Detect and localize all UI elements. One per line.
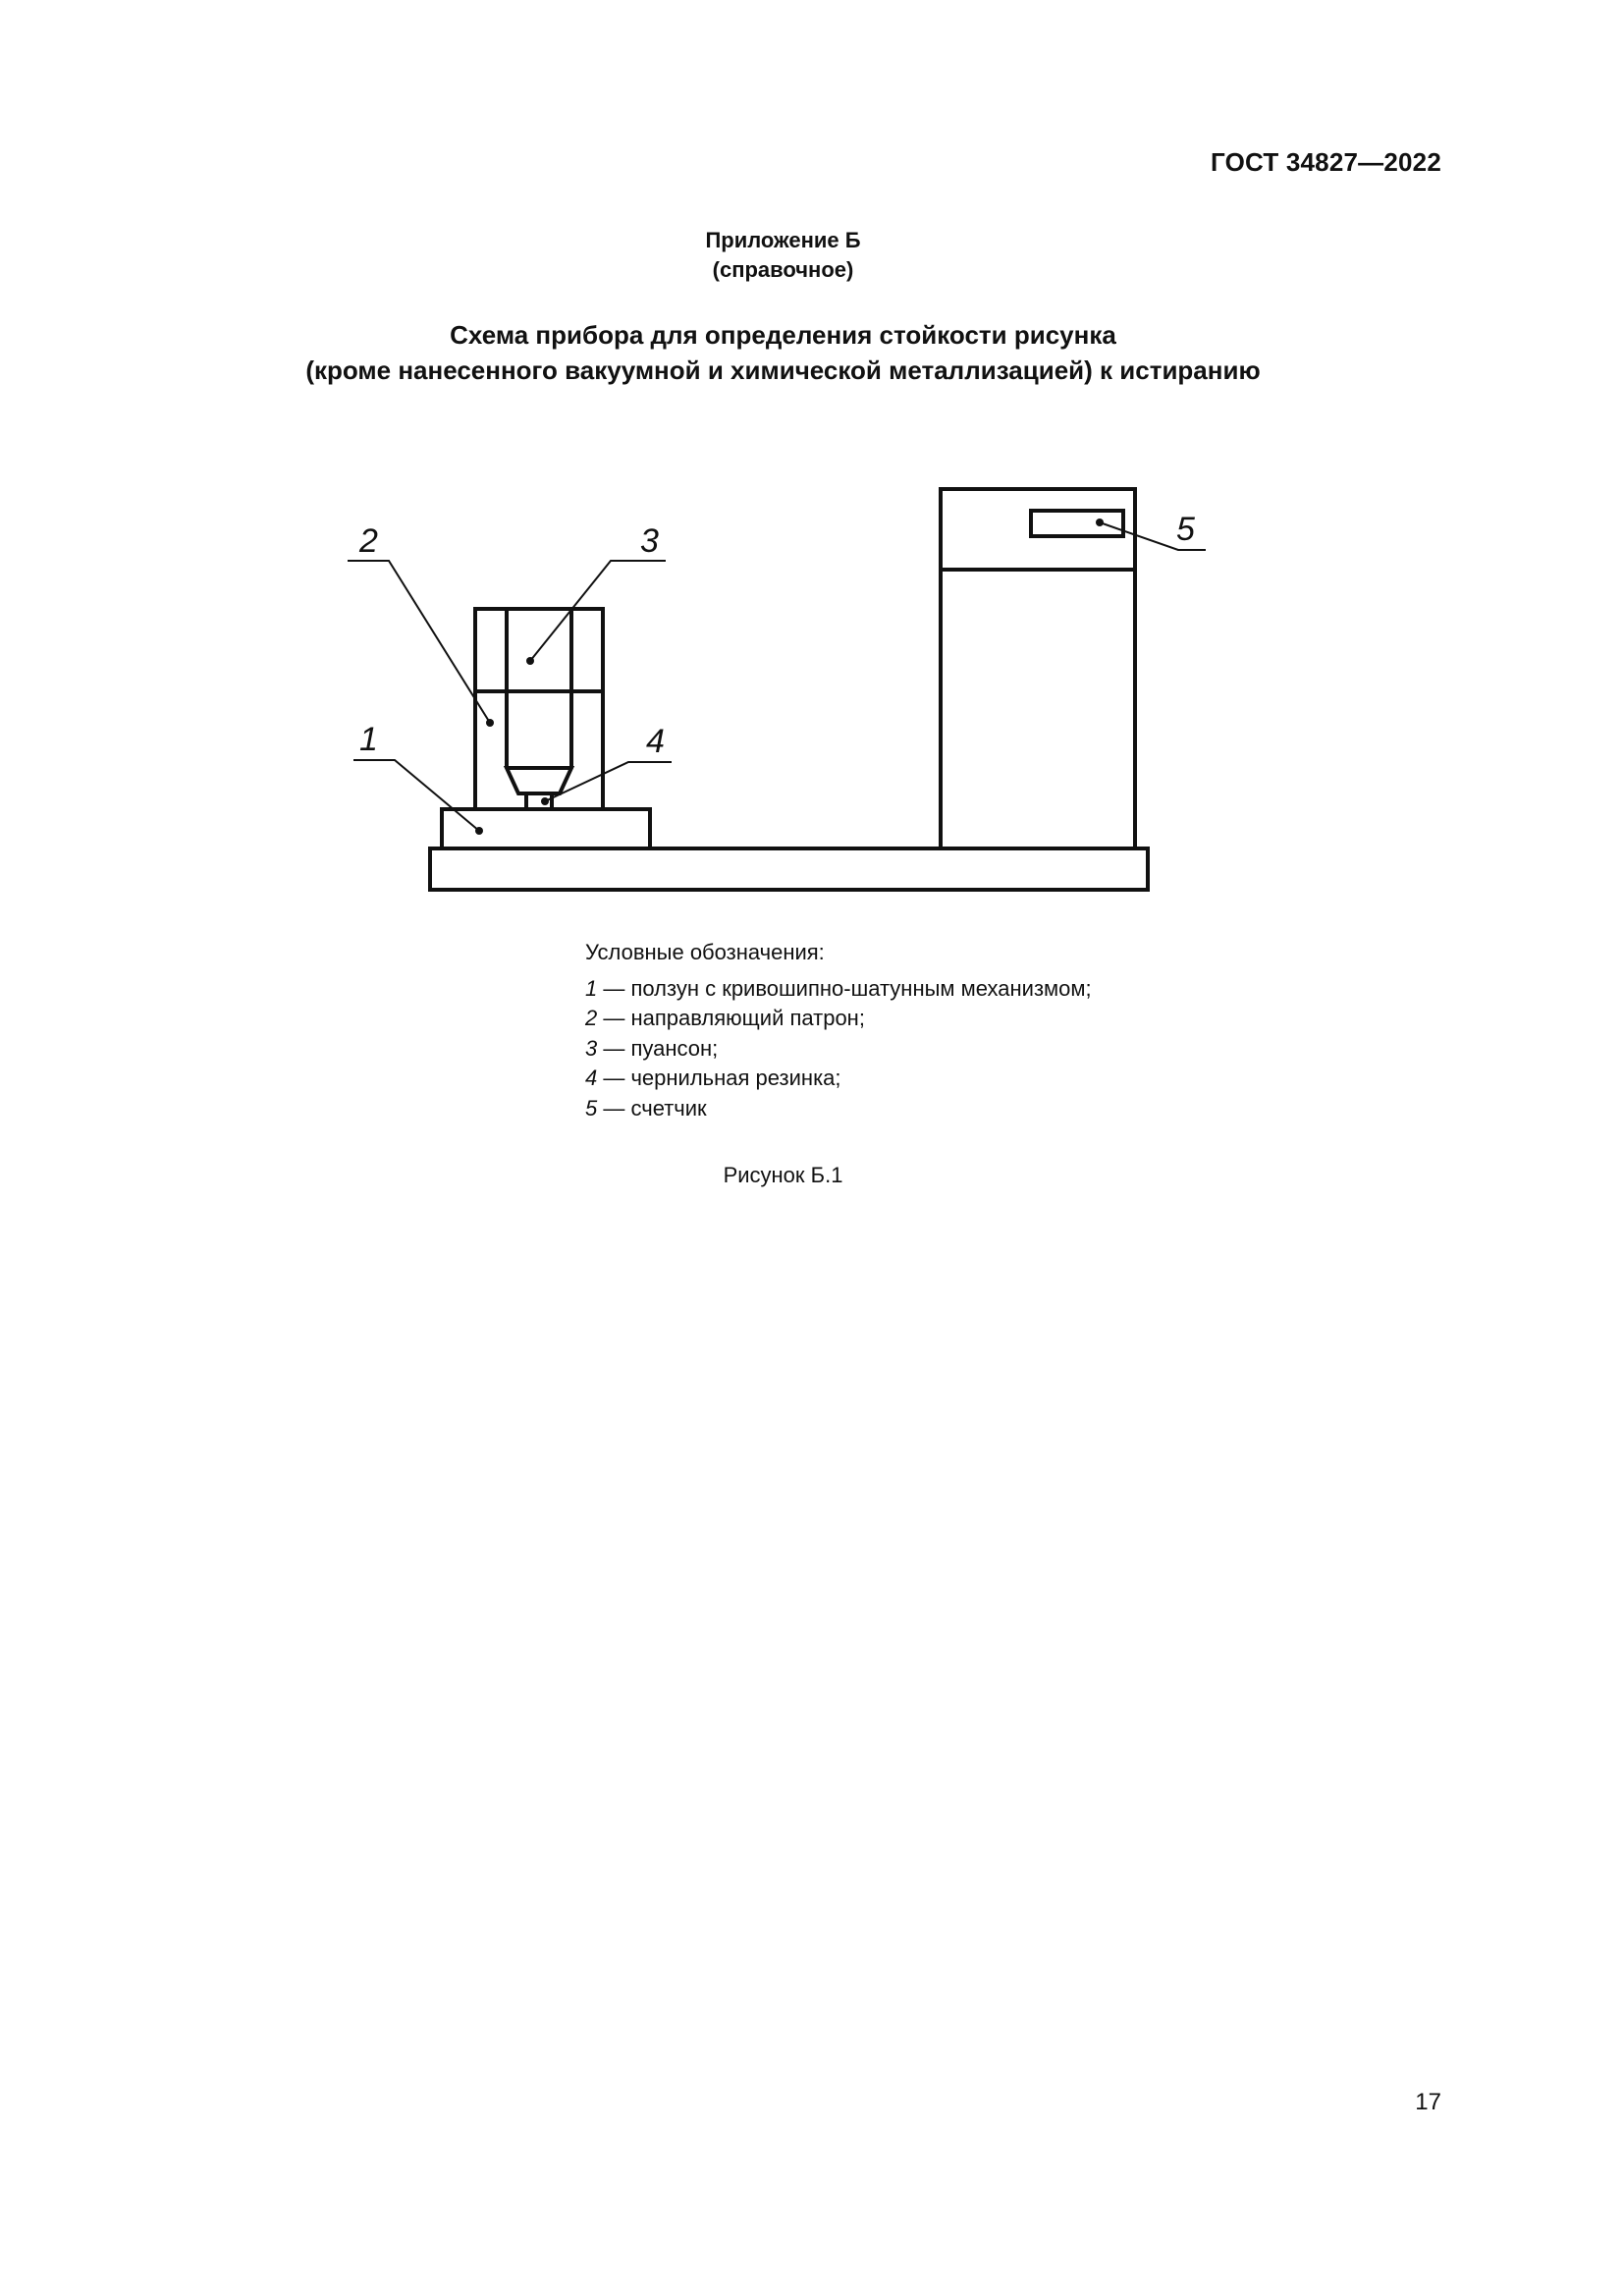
legend (585, 938, 1092, 1123)
legend-item (585, 1064, 1092, 1094)
legend-item (585, 1034, 1092, 1065)
counter-window (1031, 511, 1123, 536)
appendix-status: (справочное) (712, 257, 854, 282)
punch-taper (507, 768, 571, 793)
document-code: ГОСТ 34827—2022 (1211, 147, 1441, 177)
counter-housing (941, 489, 1135, 848)
legend-item-number: 1 (585, 975, 598, 1001)
leader-dot-2 (486, 719, 494, 727)
legend-item-text: — ползун с кривошипно-шатунным механизмом; (597, 975, 1092, 1001)
leader-dot-3 (526, 657, 534, 665)
leader-dot-5 (1096, 519, 1104, 526)
leader-dot-1 (475, 827, 483, 835)
legend-item-text: — пуансон; (597, 1035, 719, 1061)
page-number: 17 (1415, 2089, 1441, 2115)
legend-item (585, 1004, 1092, 1034)
legend-item-number: 3 (585, 1035, 598, 1061)
callout-label-1: 1 (359, 721, 378, 758)
figure-caption: Рисунок Б.1 (723, 1163, 843, 1187)
legend-item-text: — счетчик (597, 1095, 707, 1121)
callout-label-5: 5 (1176, 511, 1195, 548)
leader-line-1 (353, 760, 479, 831)
legend-item-number: 4 (585, 1066, 598, 1090)
callout-label-2: 2 (359, 522, 378, 560)
guide-chuck (475, 609, 603, 809)
legend-item-number: 5 (585, 1095, 598, 1121)
callout-label-4: 4 (646, 723, 665, 760)
legend-heading: Условные обозначения: (585, 940, 825, 964)
title-line-2: (кроме нанесенного вакуумной и химической металлизацией) к истиранию (305, 355, 1261, 385)
slider-block (442, 809, 650, 848)
title-line-1: Схема прибора для определения стойкости рисунка (450, 320, 1116, 350)
leader-line-2 (348, 561, 490, 723)
leader-dot-4 (541, 797, 549, 805)
legend-item (585, 974, 1092, 1005)
legend-item (585, 1094, 1092, 1124)
legend-item-number: 2 (585, 1006, 598, 1030)
callout-label-3: 3 (640, 522, 659, 560)
legend-item-text: — чернильная резинка; (597, 1066, 841, 1090)
appendix-label: Приложение Б (705, 228, 861, 252)
base-plate (430, 848, 1148, 890)
legend-item-text: — направляющий патрон; (597, 1006, 865, 1030)
